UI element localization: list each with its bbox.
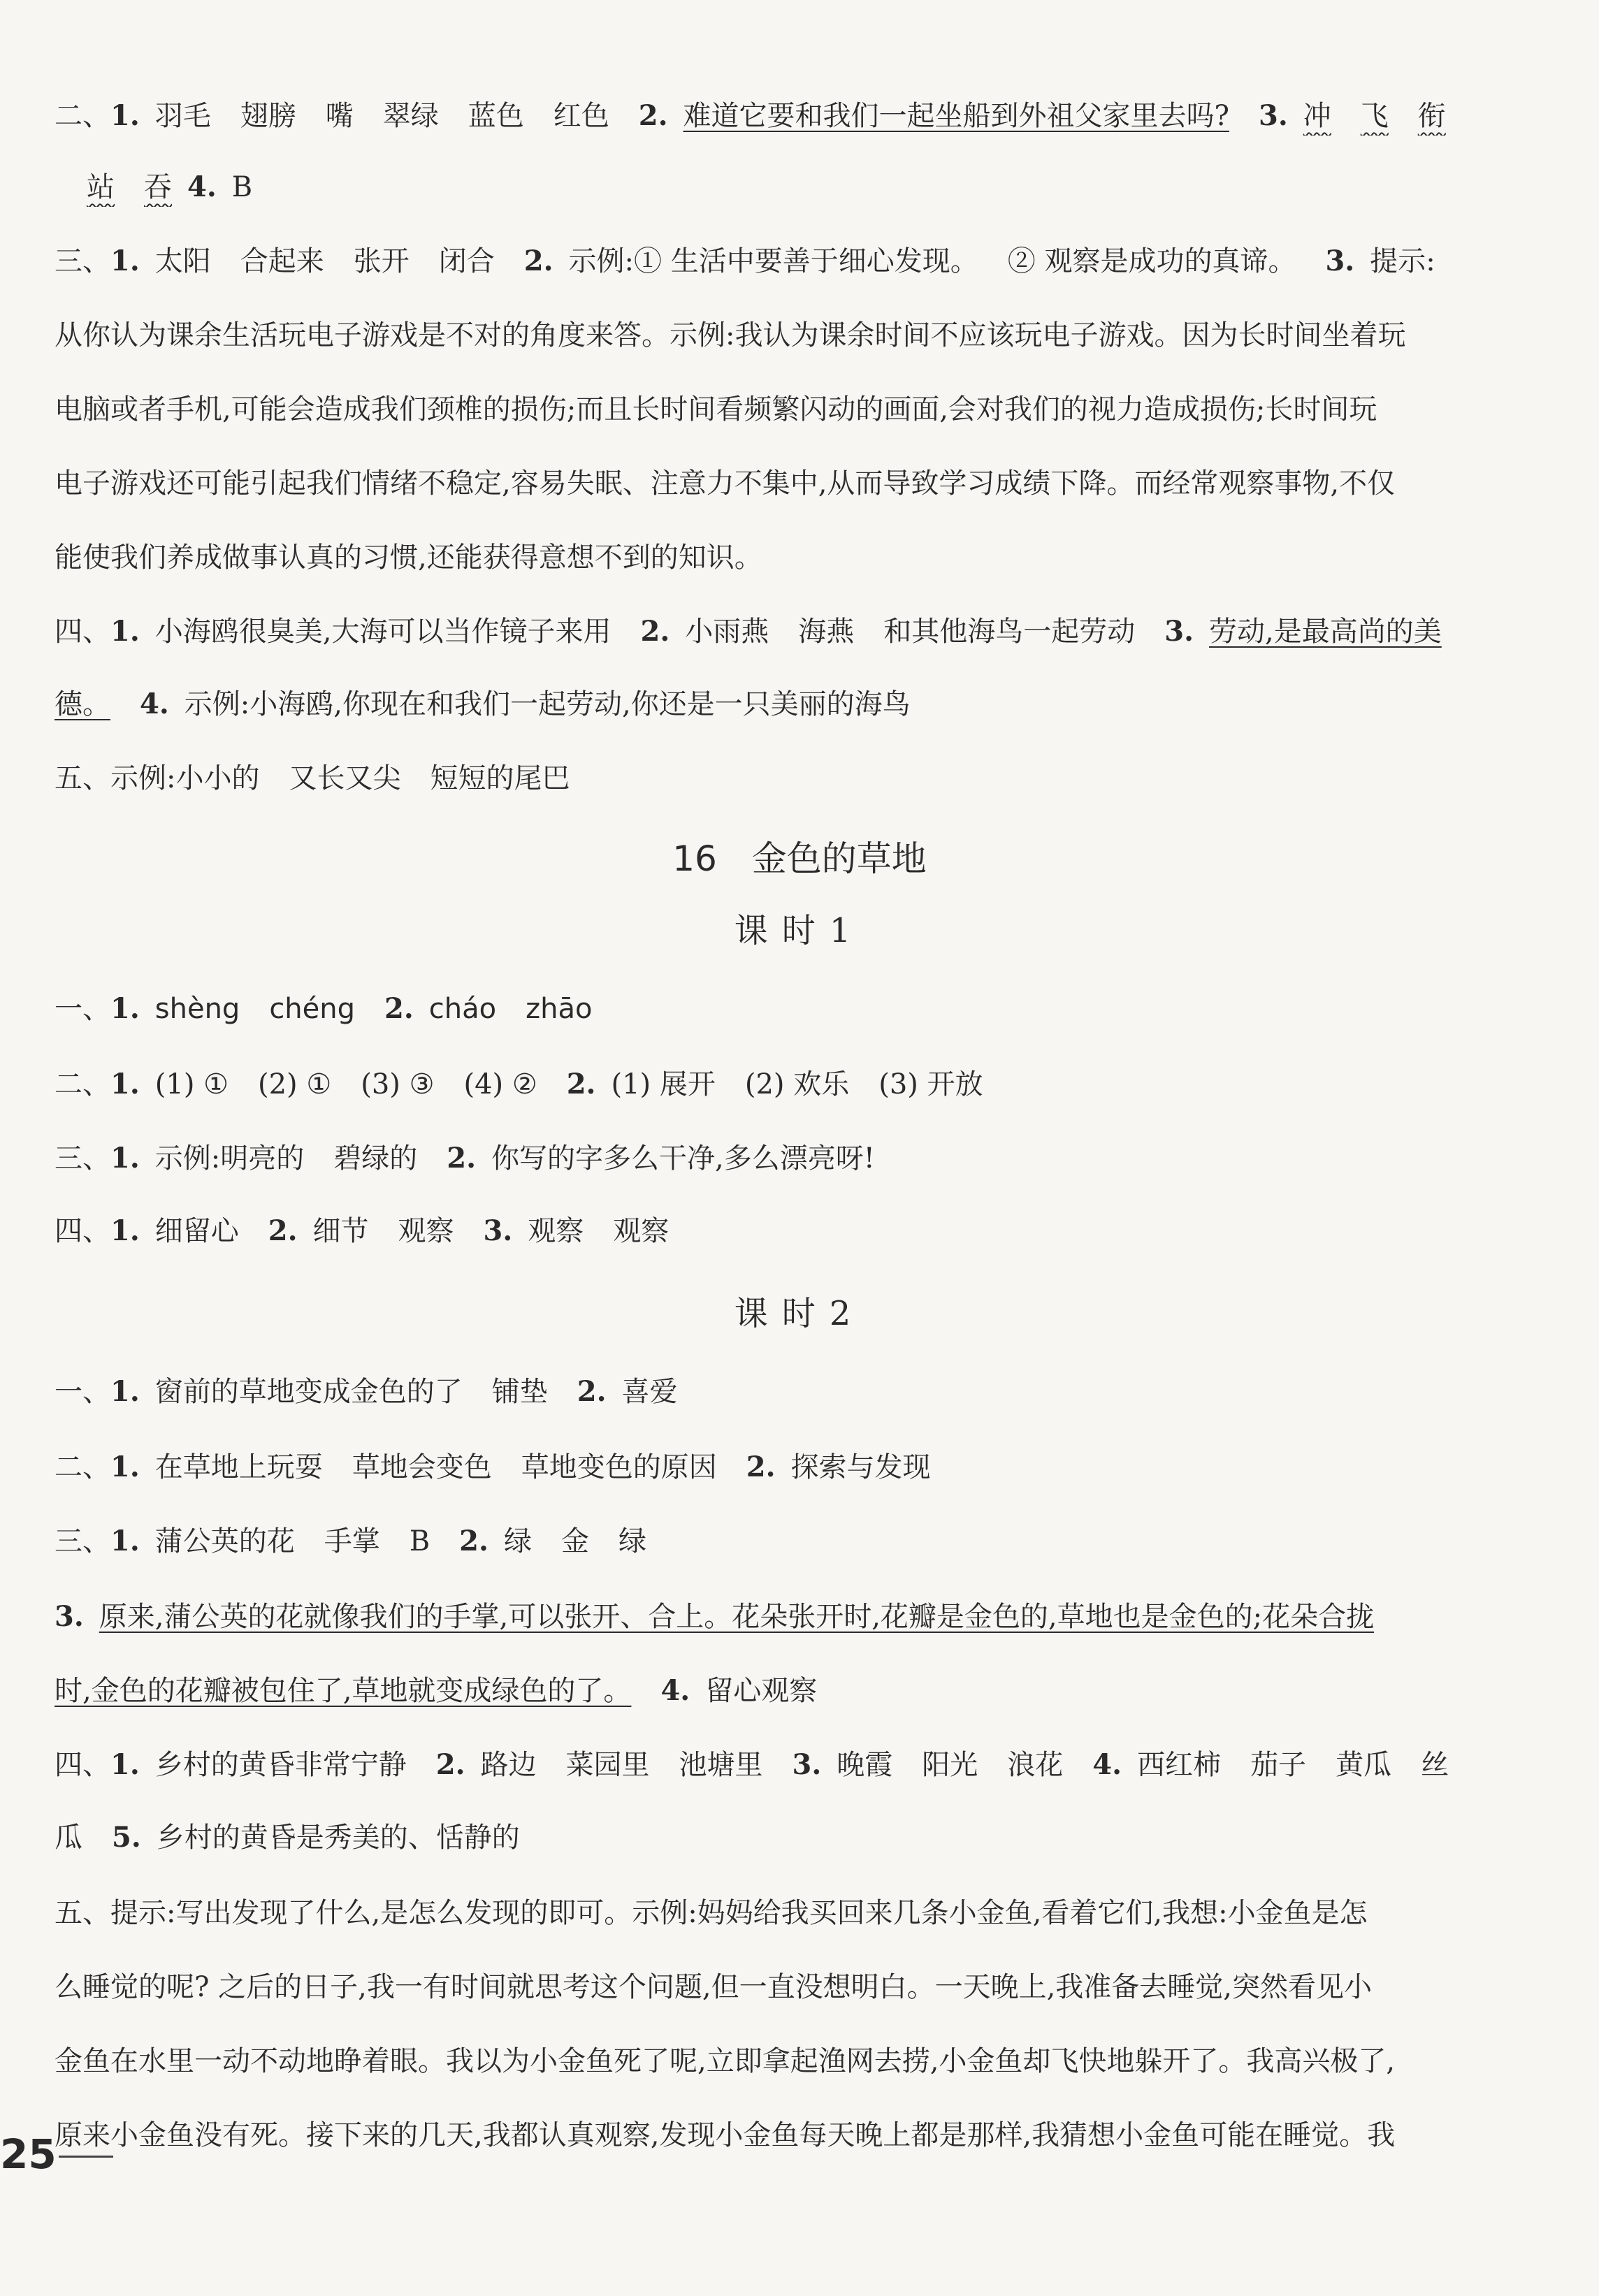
s1-line-1: 一、1. shèng chéng 2. cháo zhāo	[55, 992, 593, 1025]
answer-line-3-cont-2: 电脑或者手机,可能会造成我们颈椎的损伤;而且长时间看频繁闪动的画面,会对我们的视力造成损伤;长时间玩	[55, 393, 1377, 426]
answer-line-4: 四、1. 小海鸥很臭美,大海可以当作镜子来用 2. 小雨燕 海燕 和其他海鸟一起劳动 3. 劳动,是最高尚的美	[55, 615, 1442, 648]
s2-line-5-cont-1: 么睡觉的呢? 之后的日子,我一有时间就思考这个问题,但一直没想明白。一天晚上,我准备去睡觉,突然看见小	[55, 1971, 1373, 2003]
s1-line-3: 三、1. 示例:明亮的 碧绿的 2. 你写的字多么干净,多么漂亮呀!	[55, 1142, 875, 1175]
s1-line-2: 二、1. (1) ① (2) ① (3) ③ (4) ② 2. (1) 展开 (2) 欢乐 (3) 开放	[55, 1068, 983, 1100]
s2-line-3: 三、1. 蒲公英的花 手掌 B 2. 绿 金 绿	[55, 1525, 646, 1557]
answer-line-3: 三、1. 太阳 合起来 张开 闭合 2. 示例:① 生活中要善于细心发现。 ② 观察是成功的真谛。 3. 提示:	[55, 245, 1435, 277]
s2-line-1: 一、1. 窗前的草地变成金色的了 铺垫 2. 喜爱	[55, 1375, 678, 1408]
s2-line-4: 四、1. 乡村的黄昏非常宁静 2. 路边 菜园里 池塘里 3. 晚霞 阳光 浪花 4. 西红柿 茄子 黄瓜 丝	[55, 1748, 1449, 1781]
s2-line-5: 五、提示:写出发现了什么,是怎么发现的即可。示例:妈妈给我买回来几条小金鱼,看着它们,我想:小金鱼是怎	[55, 1897, 1368, 1929]
answer-line-4-cont: 德。 4. 示例:小海鸥,你现在和我们一起劳动,你还是一只美丽的海鸟	[55, 688, 911, 720]
s2-line-5-cont-3: 原来小金鱼没有死。接下来的几天,我都认真观察,发现小金鱼每天晚上都是那样,我猜想小金鱼可能在睡觉。我	[55, 2119, 1396, 2151]
s2-line-3-answer-cont: 时,金色的花瓣被包住了,草地就变成绿色的了。 4. 留心观察	[55, 1674, 818, 1707]
answer-line-5: 五、示例:小小的 又长又尖 短短的尾巴	[55, 762, 570, 794]
page-number-rule	[59, 2156, 113, 2158]
lesson-title: 16 金色的草地	[672, 838, 927, 879]
s2-line-5-cont-2: 金鱼在水里一动不动地睁着眼。我以为小金鱼死了呢,立即拿起渔网去捞,小金鱼却飞快地躲开了。我高兴极了,	[55, 2045, 1396, 2077]
section-title-2: 课时2	[734, 1294, 865, 1333]
answer-line-3-cont-3: 电子游戏还可能引起我们情绪不稳定,容易失眠、注意力不集中,从而导致学习成绩下降。而经常观察事物,不仅	[55, 467, 1396, 500]
answer-line-2: 二、1. 羽毛 翅膀 嘴 翠绿 蓝色 红色 2. 难道它要和我们一起坐船到外祖父家里去吗? 3. 冲 飞 衔	[55, 99, 1446, 132]
s2-line-2: 二、1. 在草地上玩耍 草地会变色 草地变色的原因 2. 探索与发现	[55, 1451, 931, 1483]
section-title-1: 课时1	[734, 911, 865, 950]
answer-line-3-cont-4: 能使我们养成做事认真的习惯,还能获得意想不到的知识。	[55, 542, 762, 574]
s2-line-4-cont: 瓜 5. 乡村的黄昏是秀美的、恬静的	[55, 1821, 520, 1854]
s2-line-3-answer: 3. 原来,蒲公英的花就像我们的手掌,可以张开、合上。花朵张开时,花瓣是金色的,草地也是金色的;花朵合拢	[55, 1600, 1375, 1633]
answer-line-3-cont-1: 从你认为课余生活玩电子游戏是不对的角度来答。示例:我认为课余时间不应该玩电子游戏。因为长时间坐着玩	[55, 319, 1406, 351]
page-number: 25	[0, 2130, 57, 2178]
answer-line-2-cont: 站 吞 4. B	[87, 170, 253, 203]
s1-line-4: 四、1. 细留心 2. 细节 观察 3. 观察 观察	[55, 1214, 670, 1247]
